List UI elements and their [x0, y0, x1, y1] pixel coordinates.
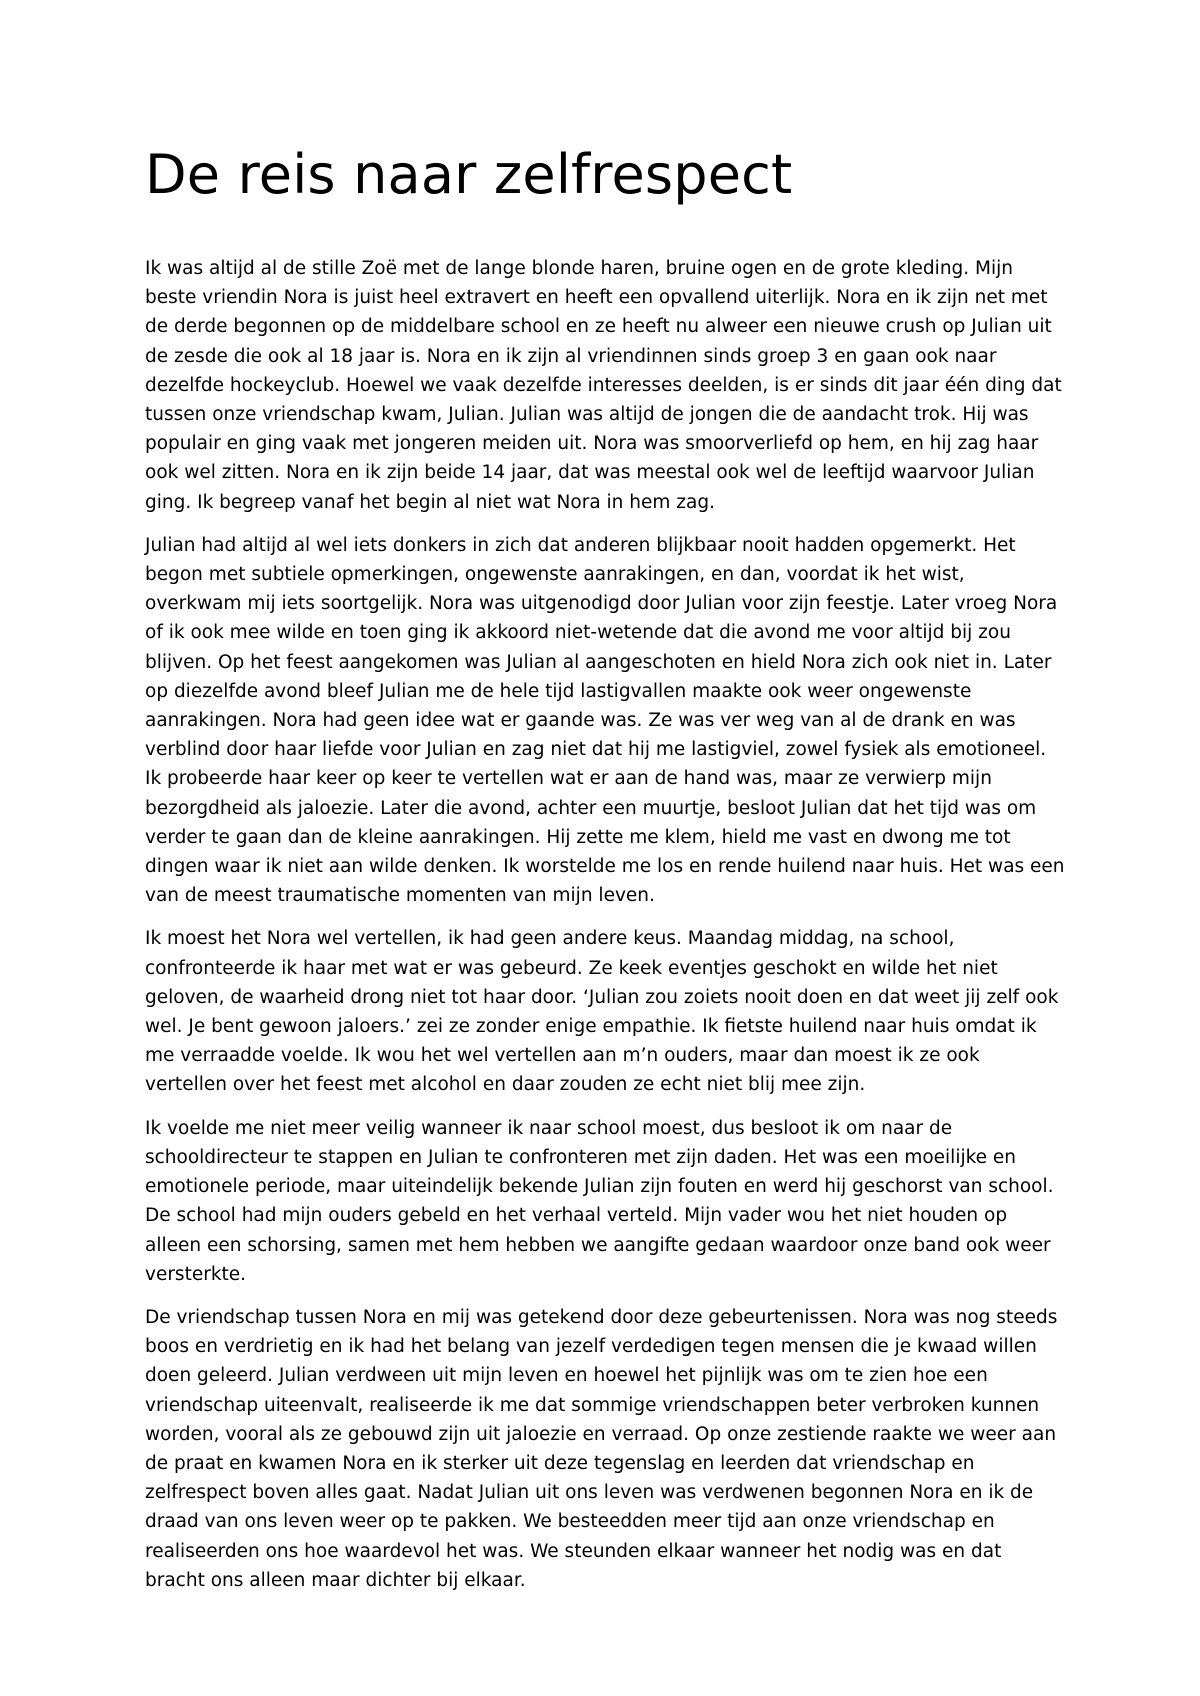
document-page: [145, 140, 1065, 1609]
paragraph-1: Ik was altijd al de stille Zoë met de lange blonde haren, bruine ogen en de grote kleding. Mijn beste vriendin Nora is juist heel extravert en heeft een opvallend uiterlijk. Nora en ik zijn net met de derde begonnen op de middelbare school en ze heeft nu alweer een nieuwe crush op Julian uit de zesde die ook al 18 jaar is. Nora en ik zijn al vriendinnen sinds groep 3 en gaan ook naar dezelfde hockeyclub. Hoewel we vaak dezelfde interesses deelden, is er sinds dit jaar één ding dat tussen onze vriendschap kwam, Julian. Julian was altijd de jongen die de aandacht trok. Hij was populair en ging vaak met jongeren meiden uit. Nora was smoorverliefd op hem, en hij zag haar ook wel zitten. Nora en ik zijn beide 14 jaar, dat was meestal ook wel de leeftijd waarvoor Julian ging. Ik begreep vanaf het begin al niet wat Nora in hem zag.: [145, 258, 1062, 513]
paragraph-4: Ik voelde me niet meer veilig wanneer ik naar school moest, dus besloot ik om naar de schooldirecteur te stappen en Julian te confronteren met zijn daden. Het was een moeilijke en emotionele periode, maar uiteindelijk bekende Julian zijn fouten en werd hij geschorst van school. De school had mijn ouders gebeld en het verhaal verteld. Mijn vader wou het niet houden op alleen een schorsing, samen met hem hebben we aangifte gedaan waardoor onze band ook weer versterkte.: [145, 1117, 1054, 1285]
paragraph-2: Julian had altijd al wel iets donkers in zich dat anderen blijkbaar nooit hadden opgemerkt. Het begon met subtiele opmerkingen, ongewenste aanrakingen, en dan, voordat ik het wist, overkwam mij iets soortgelijk. Nora was uitgenodigd door Julian voor zijn feestje. Later vroeg Nora of ik ook mee wilde en toen ging ik akkoord niet-wetende dat die avond me voor altijd bij zou blijven. Op het feest aangekomen was Julian al aangeschoten en hield Nora zich ook niet in. Later op diezelfde avond bleef Julian me de hele tijd lastigvallen maakte ook weer ongewenste aanrakingen. Nora had geen idee wat er gaande was. Ze was ver weg van al de drank en was verblind door haar liefde voor Julian en zag niet dat hij me lastigviel, zowel fysiek als emotioneel. Ik probeerde haar keer op keer te vertellen wat er aan de hand was, maar ze verwierp mijn bezorgdheid als jaloezie. Later die avond, achter een muurtje, besloot Julian dat het tijd was om verder te gaan dan de kleine aanrakingen. Hij zette me klem, hield me vast en dwong me tot dingen waar ik niet aan wilde denken. Ik worstelde me los en rende huilend naar huis. Het was een van de meest traumatische momenten van mijn leven.: [145, 534, 1065, 907]
paragraph-5: De vriendschap tussen Nora en mij was getekend door deze gebeurtenissen. Nora was nog steeds boos en verdrietig en ik had het belang van jezelf verdedigen tegen mensen die je kwaad willen doen geleerd. Julian verdween uit mijn leven en hoewel het pijnlijk was om te zien hoe een vriendschap uiteenvalt, realiseerde ik me dat sommige vriendschappen beter verbroken kunnen worden, vooral als ze gebouwd zijn uit jaloezie en verraad. Op onze zestiende raakte we weer aan de praat en kwamen Nora en ik sterker uit deze tegenslag en leerden dat vriendschap en zelfrespect boven alles gaat. Nadat Julian uit ons leven was verdwenen begonnen Nora en ik de draad van ons leven weer op te pakken. We besteedden meer tijd aan onze vriendschap en realiseerden ons hoe waardevol het was. We steunden elkaar wanneer het nodig was en dat bracht ons alleen maar dichter bij elkaar.: [145, 1306, 1058, 1591]
document-title: De reis naar zelfrespect: [145, 143, 793, 206]
paragraph-3: Ik moest het Nora wel vertellen, ik had geen andere keus. Maandag middag, na school, confronteerde ik haar met wat er was gebeurd. Ze keek eventjes geschokt en wilde het niet geloven, de waarheid drong niet tot haar door. ‘Julian zou zoiets nooit doen en dat weet jij zelf ook wel. Je bent gewoon jaloers.’ zei ze zonder enige empathie. Ik fietste huilend naar huis omdat ik me verraadde voelde. Ik wou het wel vertellen aan m’n ouders, maar dan moest ik ze ook vertellen over het feest met alcohol en daar zouden ze echt niet blij mee zijn.: [145, 928, 1059, 1096]
